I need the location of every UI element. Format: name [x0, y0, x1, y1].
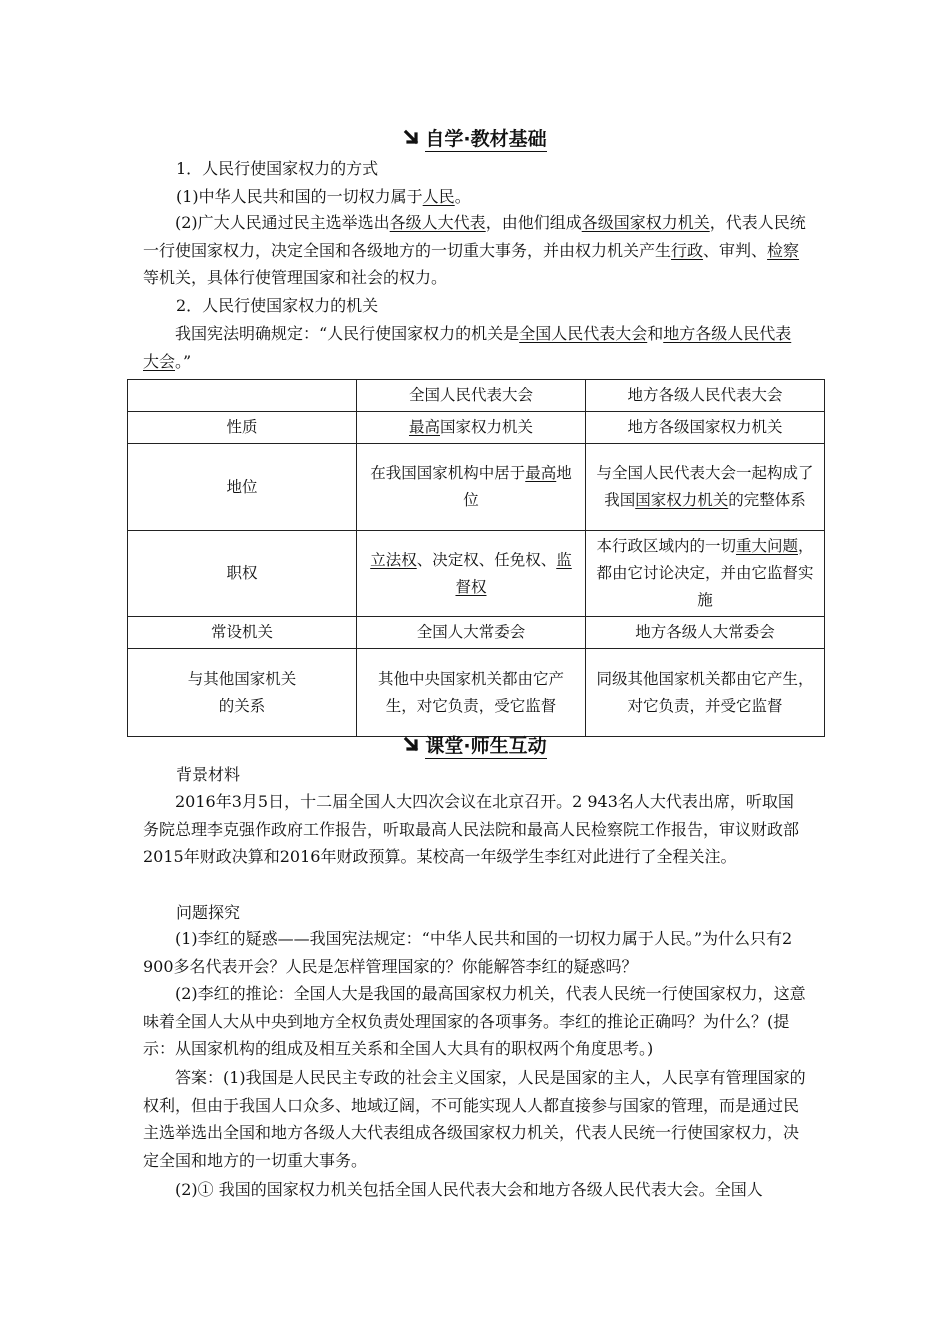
table-cell: 地方各级人大常委会 [586, 617, 825, 649]
table-row [128, 444, 825, 531]
table-row [128, 649, 825, 737]
arrow-down-right-icon [403, 129, 421, 147]
table-header-row [128, 380, 825, 412]
heading-organs: 2．人民行使国家权力的机关 [176, 296, 379, 315]
table-row [128, 531, 825, 617]
section-title-classroom [0, 731, 950, 758]
table-cell: 同级其他国家机关都由它产生，对它负责，并受它监督 [586, 649, 825, 737]
arrow-down-right-icon [403, 736, 421, 754]
table-cell: 其他中央国家机关都由它产生，对它负责，受它监督 [357, 649, 586, 737]
paragraph-constitution: 我国宪法明确规定：“人民行使国家权力的机关是全国人民代表大会和地方各级人民代表大会。” [143, 324, 792, 371]
table-header-cell: 地方各级人民代表大会 [586, 380, 825, 412]
table-cell: 最高国家权力机关 [357, 412, 586, 444]
question-label: 问题探究 [176, 903, 241, 922]
answer-2: (2)① 我国的国家权力机关包括全国人民代表大会和地方各级人民代表大会。全国人 [175, 1180, 763, 1199]
question-2: (2)李红的推论：全国人大是我国的最高国家权力机关，代表人民统一行使国家权力，这意味着全国人大从中央到地方全权负责处理国家的各项事务。李红的推论正确吗？为什么？(提示：从国家机构的组成及相互关系和全国人大具有的职权两个角度思考。) [143, 984, 806, 1058]
table-header-cell [128, 380, 357, 412]
table-cell: 在我国国家机构中居于最高地位 [357, 444, 586, 531]
question-1: (1)李红的疑惑——我国宪法规定：“中华人民共和国的一切权力属于人民。”为什么只有2 900多名代表开会？人民是怎样管理国家的？你能解答李红的疑惑吗？ [143, 929, 793, 976]
row-label: 地位 [128, 444, 357, 531]
table-row [128, 412, 825, 444]
table-cell: 地方各级国家权力机关 [586, 412, 825, 444]
table-cell: 本行政区域内的一切重大问题，都由它讨论决定，并由它监督实施 [586, 531, 825, 617]
answer-1: 答案：(1)我国是人民民主专政的社会主义国家，人民是国家的主人，人民享有管理国家的权利，但由于我国人口众多、地域辽阔，不可能实现人人都直接参与国家的管理，而是通过民主选举选出全国和地方各级人大代表组成各级国家权力机关，代表人民统一行使国家权力，决定全国和地方的一切重大事务。 [143, 1068, 806, 1170]
row-label: 性质 [128, 412, 357, 444]
table-cell: 立法权、决定权、任免权、监督权 [357, 531, 586, 617]
table-header-cell: 全国人民代表大会 [357, 380, 586, 412]
row-label: 职权 [128, 531, 357, 617]
section-title-text: 自学·教材基础 [425, 128, 547, 150]
table-cell: 与全国人民代表大会一起构成了我国国家权力机关的完整体系 [586, 444, 825, 531]
paragraph-power-belongs: (1)中华人民共和国的一切权力属于人民。 [176, 187, 471, 206]
section-title-self-study [0, 124, 950, 151]
background-text: 2016年3月5日，十二届全国人大四次会议在北京召开。2 943名人大代表出席，听取国务院总理李克强作政府工作报告，听取最高人民法院和最高人民检察院工作报告，审议财政部2015年财政决算和2016年财政预算。某校高一年级学生李红对此进行了全程关注。 [143, 792, 800, 866]
heading-exercise-method: 1．人民行使国家权力的方式 [176, 159, 379, 178]
table-row [128, 617, 825, 649]
background-label: 背景材料 [176, 765, 241, 784]
row-label: 与其他国家机关的关系 [128, 649, 357, 737]
table-cell: 全国人大常委会 [357, 617, 586, 649]
section-title-text: 课堂·师生互动 [425, 735, 547, 757]
row-label: 常设机关 [128, 617, 357, 649]
paragraph-elections: (2)广大人民通过民主选举选出各级人大代表，由他们组成各级国家权力机关，代表人民统一行使国家权力，决定全国和各级地方的一切重大事务，并由权力机关产生行政、审判、检察等机关，具体行使管理国家和社会的权力。 [143, 213, 806, 287]
comparison-table [127, 379, 825, 737]
